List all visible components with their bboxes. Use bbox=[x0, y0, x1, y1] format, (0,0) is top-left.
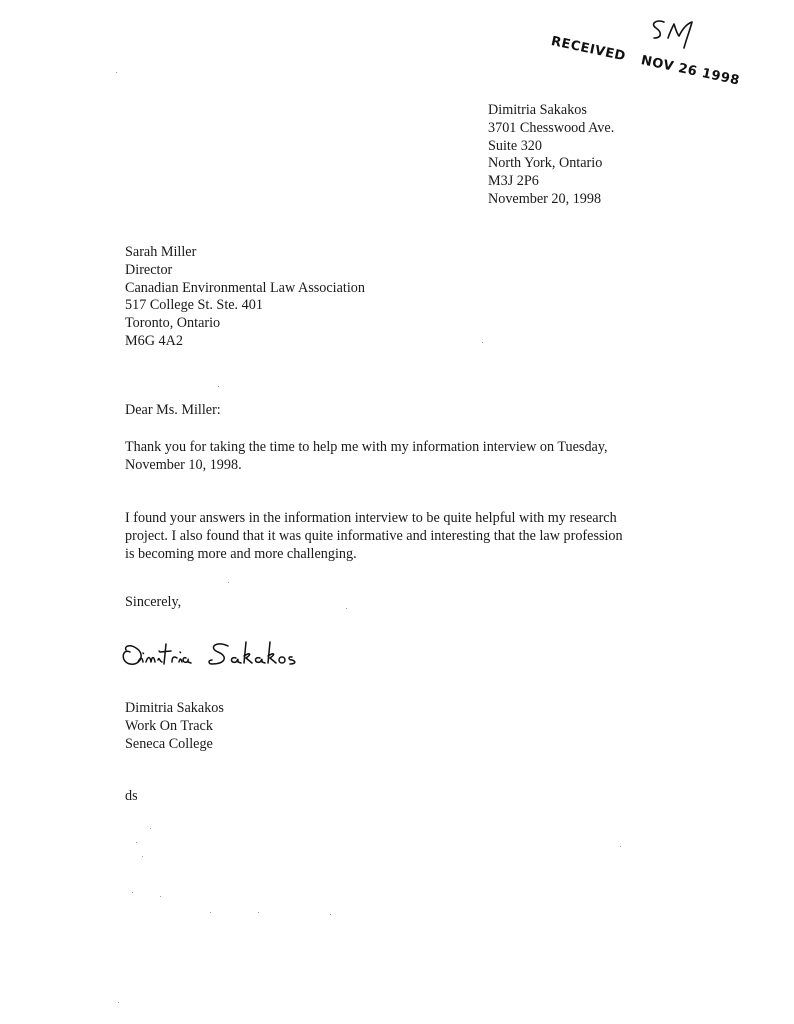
handwritten-initials bbox=[648, 16, 700, 50]
sender-suite: Suite 320 bbox=[488, 137, 542, 154]
scan-speck bbox=[116, 72, 117, 73]
scan-speck bbox=[346, 608, 347, 609]
sender-city: North York, Ontario bbox=[488, 155, 603, 172]
body-paragraph-2 bbox=[125, 510, 623, 563]
recipient-address bbox=[125, 244, 365, 351]
scan-speck bbox=[482, 342, 483, 343]
body-paragraph-1 bbox=[125, 439, 608, 475]
sender-address bbox=[488, 102, 614, 209]
sender-name: Dimitria Sakakos bbox=[488, 102, 587, 118]
scan-speck bbox=[330, 914, 331, 915]
scan-speck bbox=[142, 856, 143, 857]
sender-street: 3701 Chesswood Ave. bbox=[488, 119, 615, 136]
closing: Sincerely, bbox=[125, 594, 182, 610]
recipient-title: Director bbox=[125, 261, 173, 278]
scan-speck bbox=[150, 828, 151, 829]
received-stamp-date: NOV 26 1998 bbox=[639, 53, 741, 89]
signer-institution: Seneca College bbox=[125, 735, 213, 752]
scan-speck bbox=[160, 896, 161, 897]
typist-initials: ds bbox=[125, 788, 138, 804]
paragraph-line: Thank you for taking the time to help me with my information interview on Tuesday, bbox=[125, 439, 608, 455]
received-stamp bbox=[549, 33, 741, 90]
sender-postal-code: M3J 2P6 bbox=[488, 173, 539, 190]
scan-speck bbox=[258, 912, 259, 913]
scan-speck bbox=[136, 842, 137, 843]
received-stamp-label: RECEIVED bbox=[549, 33, 628, 65]
scan-speck bbox=[210, 912, 211, 913]
recipient-organization: Canadian Environmental Law Association bbox=[125, 279, 365, 296]
salutation: Dear Ms. Miller: bbox=[125, 402, 221, 418]
scan-speck bbox=[228, 582, 229, 583]
recipient-street: 517 College St. Ste. 401 bbox=[125, 297, 263, 314]
scan-speck bbox=[218, 386, 219, 387]
recipient-name: Sarah Miller bbox=[125, 244, 197, 260]
paragraph-line: is becoming more and more challenging. bbox=[125, 545, 357, 562]
recipient-city: Toronto, Ontario bbox=[125, 315, 221, 332]
paragraph-line: November 10, 1998. bbox=[125, 456, 242, 473]
handwritten-signature bbox=[116, 632, 348, 678]
signer-program: Work On Track bbox=[125, 717, 213, 734]
paragraph-line: I found your answers in the information interview to be quite helpful with my research bbox=[125, 510, 617, 526]
scan-speck bbox=[132, 892, 133, 893]
scan-speck bbox=[118, 1002, 119, 1003]
signature-block bbox=[125, 700, 224, 753]
recipient-postal-code: M6G 4A2 bbox=[125, 332, 183, 349]
scan-speck bbox=[620, 846, 621, 847]
letter-date: November 20, 1998 bbox=[488, 190, 602, 207]
paragraph-line: project. I also found that it was quite informative and interesting that the law profession bbox=[125, 527, 623, 544]
signer-name: Dimitria Sakakos bbox=[125, 700, 224, 716]
